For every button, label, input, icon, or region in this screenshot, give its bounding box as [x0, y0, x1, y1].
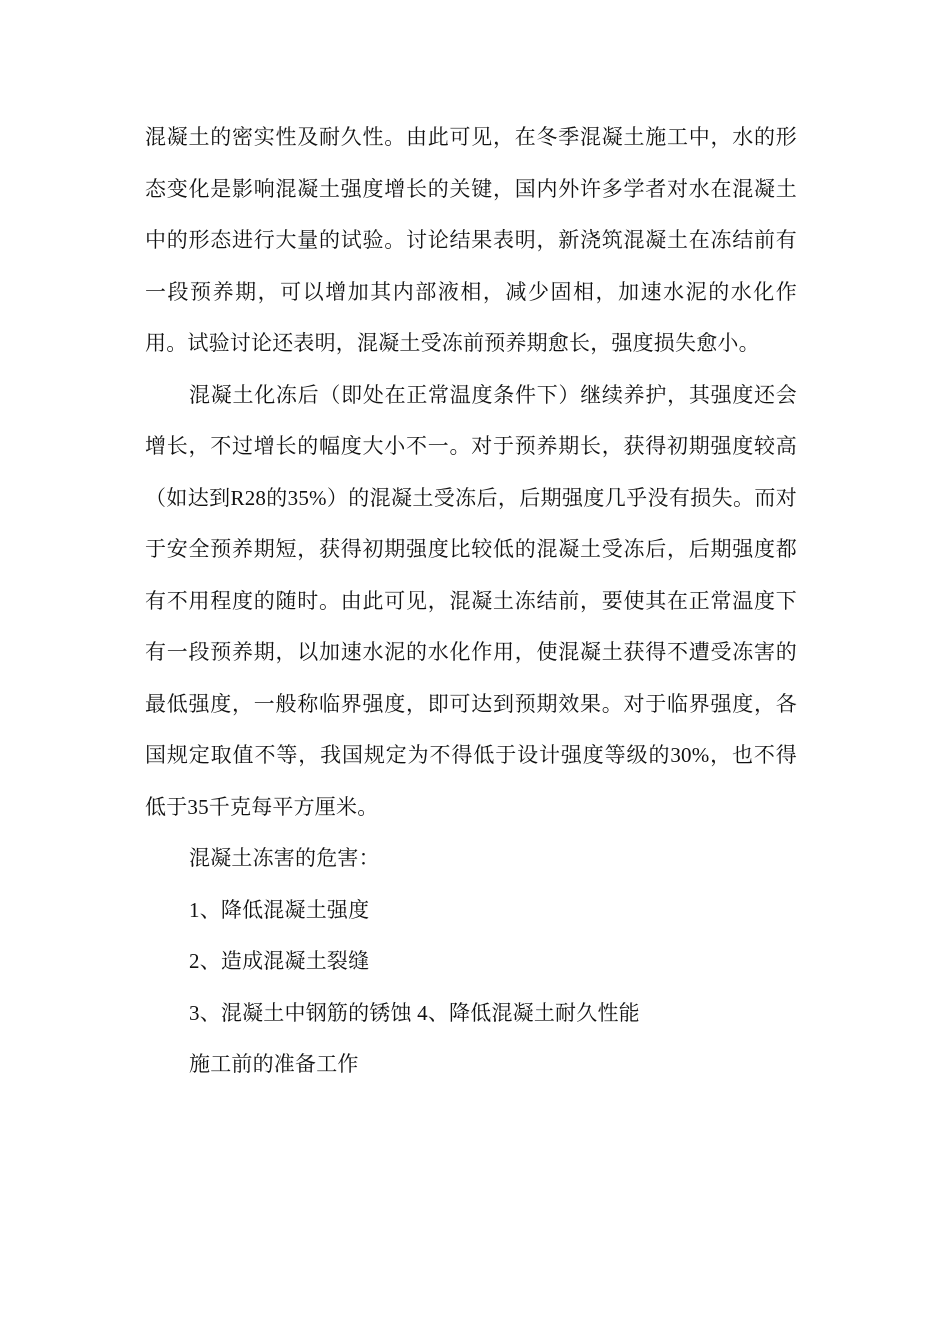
hazard-item-1: 1、降低混凝土强度: [189, 897, 370, 922]
document-body: [145, 112, 797, 1091]
section-heading-preparation: 施工前的准备工作: [189, 1052, 359, 1076]
paragraph-concrete-density: 混凝土的密实性及耐久性。由此可见，在冬季混凝土施工中，水的形态变化是影响混凝土强度增长的关键，国内外许多学者对水在混凝土中的形态进行大量的试验。讨论结果表明，新浇筑混凝土在冻结前有一段预养期，可以增加其内部液相，减少固相，加速水泥的水化作用。试验讨论还表明，混凝土受冻前预养期愈长，强度损失愈小。: [145, 125, 797, 355]
hazard-item-2: 2、造成混凝土裂缝: [189, 949, 370, 973]
paragraph-thawing-curing: 混凝土化冻后（即处在正常温度条件下）继续养护，其强度还会增长，不过增长的幅度大小不一。对于预养期长，获得初期强度较高（如达到R28的35%）的混凝土受冻后，后期强度几乎没有损失。而对于安全预养期短，获得初期强度比较低的混凝土受冻后，后期强度都有不用程度的随时。由此可见，混凝土冻结前，要使其在正常温度下有一段预养期，以加速水泥的水化作用，使混凝土获得不遭受冻害的最低强度，一般称临界强度，即可达到预期效果。对于临界强度，各国规定取值不等，我国规定为不得低于设计强度等级的30%，也不得低于35千克每平方厘米。: [145, 382, 797, 819]
hazards-heading: 混凝土冻害的危害：: [189, 846, 380, 870]
hazard-item-3: 3、混凝土中钢筋的锈蚀 4、降低混凝土耐久性能: [189, 1000, 640, 1025]
